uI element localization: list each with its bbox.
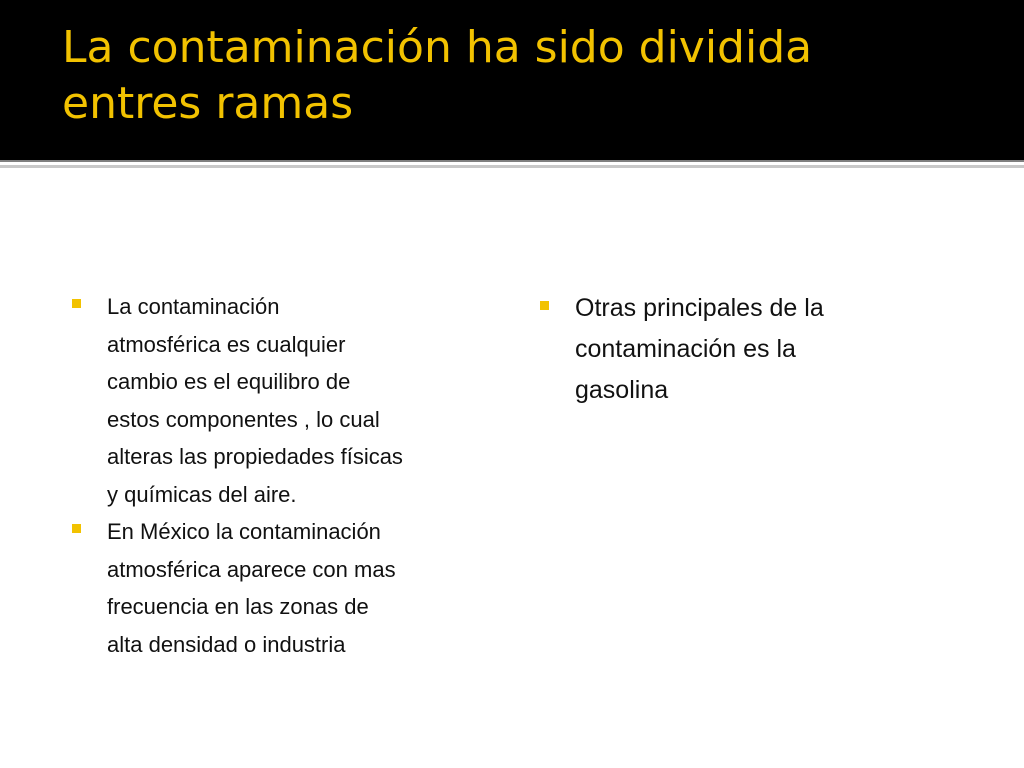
square-bullet-icon xyxy=(72,299,81,308)
bullet-text-line: atmosférica es cualquier xyxy=(107,331,346,357)
left-column-bullets xyxy=(72,288,502,663)
bullet-text-line: alteras las propiedades físicas xyxy=(107,444,403,469)
bullet-text-line: Otras principales de la xyxy=(575,294,824,322)
right-column-bullets xyxy=(540,288,970,411)
title-band xyxy=(0,0,1024,160)
bullet-text-line: cambio es el equilibro de xyxy=(107,369,351,394)
bullet-text-line: atmosférica aparece con mas xyxy=(107,556,396,582)
bullet-text-line: frecuencia en las zonas de xyxy=(107,594,369,619)
bullet-text-line: alta densidad o industria xyxy=(107,631,346,657)
bullet-text-line: En México la contaminación xyxy=(107,519,381,544)
square-bullet-icon xyxy=(72,524,81,533)
bullet-text-line: gasolina xyxy=(575,376,669,404)
title-divider-thin xyxy=(0,160,1024,162)
slide-title xyxy=(62,20,962,132)
bullet-item xyxy=(540,288,970,411)
bullet-text-line: estos componentes , lo cual xyxy=(107,406,380,432)
slide-title-line: La contaminación ha sido dividida xyxy=(62,22,813,73)
slide-title-line: entres ramas xyxy=(62,78,354,129)
bullet-item xyxy=(72,513,502,663)
bullet-text-line: y químicas del aire. xyxy=(107,481,297,507)
bullet-text-line: La contaminación xyxy=(107,294,280,319)
title-divider-thick xyxy=(0,165,1024,168)
square-bullet-icon xyxy=(540,301,549,310)
bullet-text-line: contaminación es la xyxy=(575,335,796,363)
bullet-item xyxy=(72,288,502,513)
